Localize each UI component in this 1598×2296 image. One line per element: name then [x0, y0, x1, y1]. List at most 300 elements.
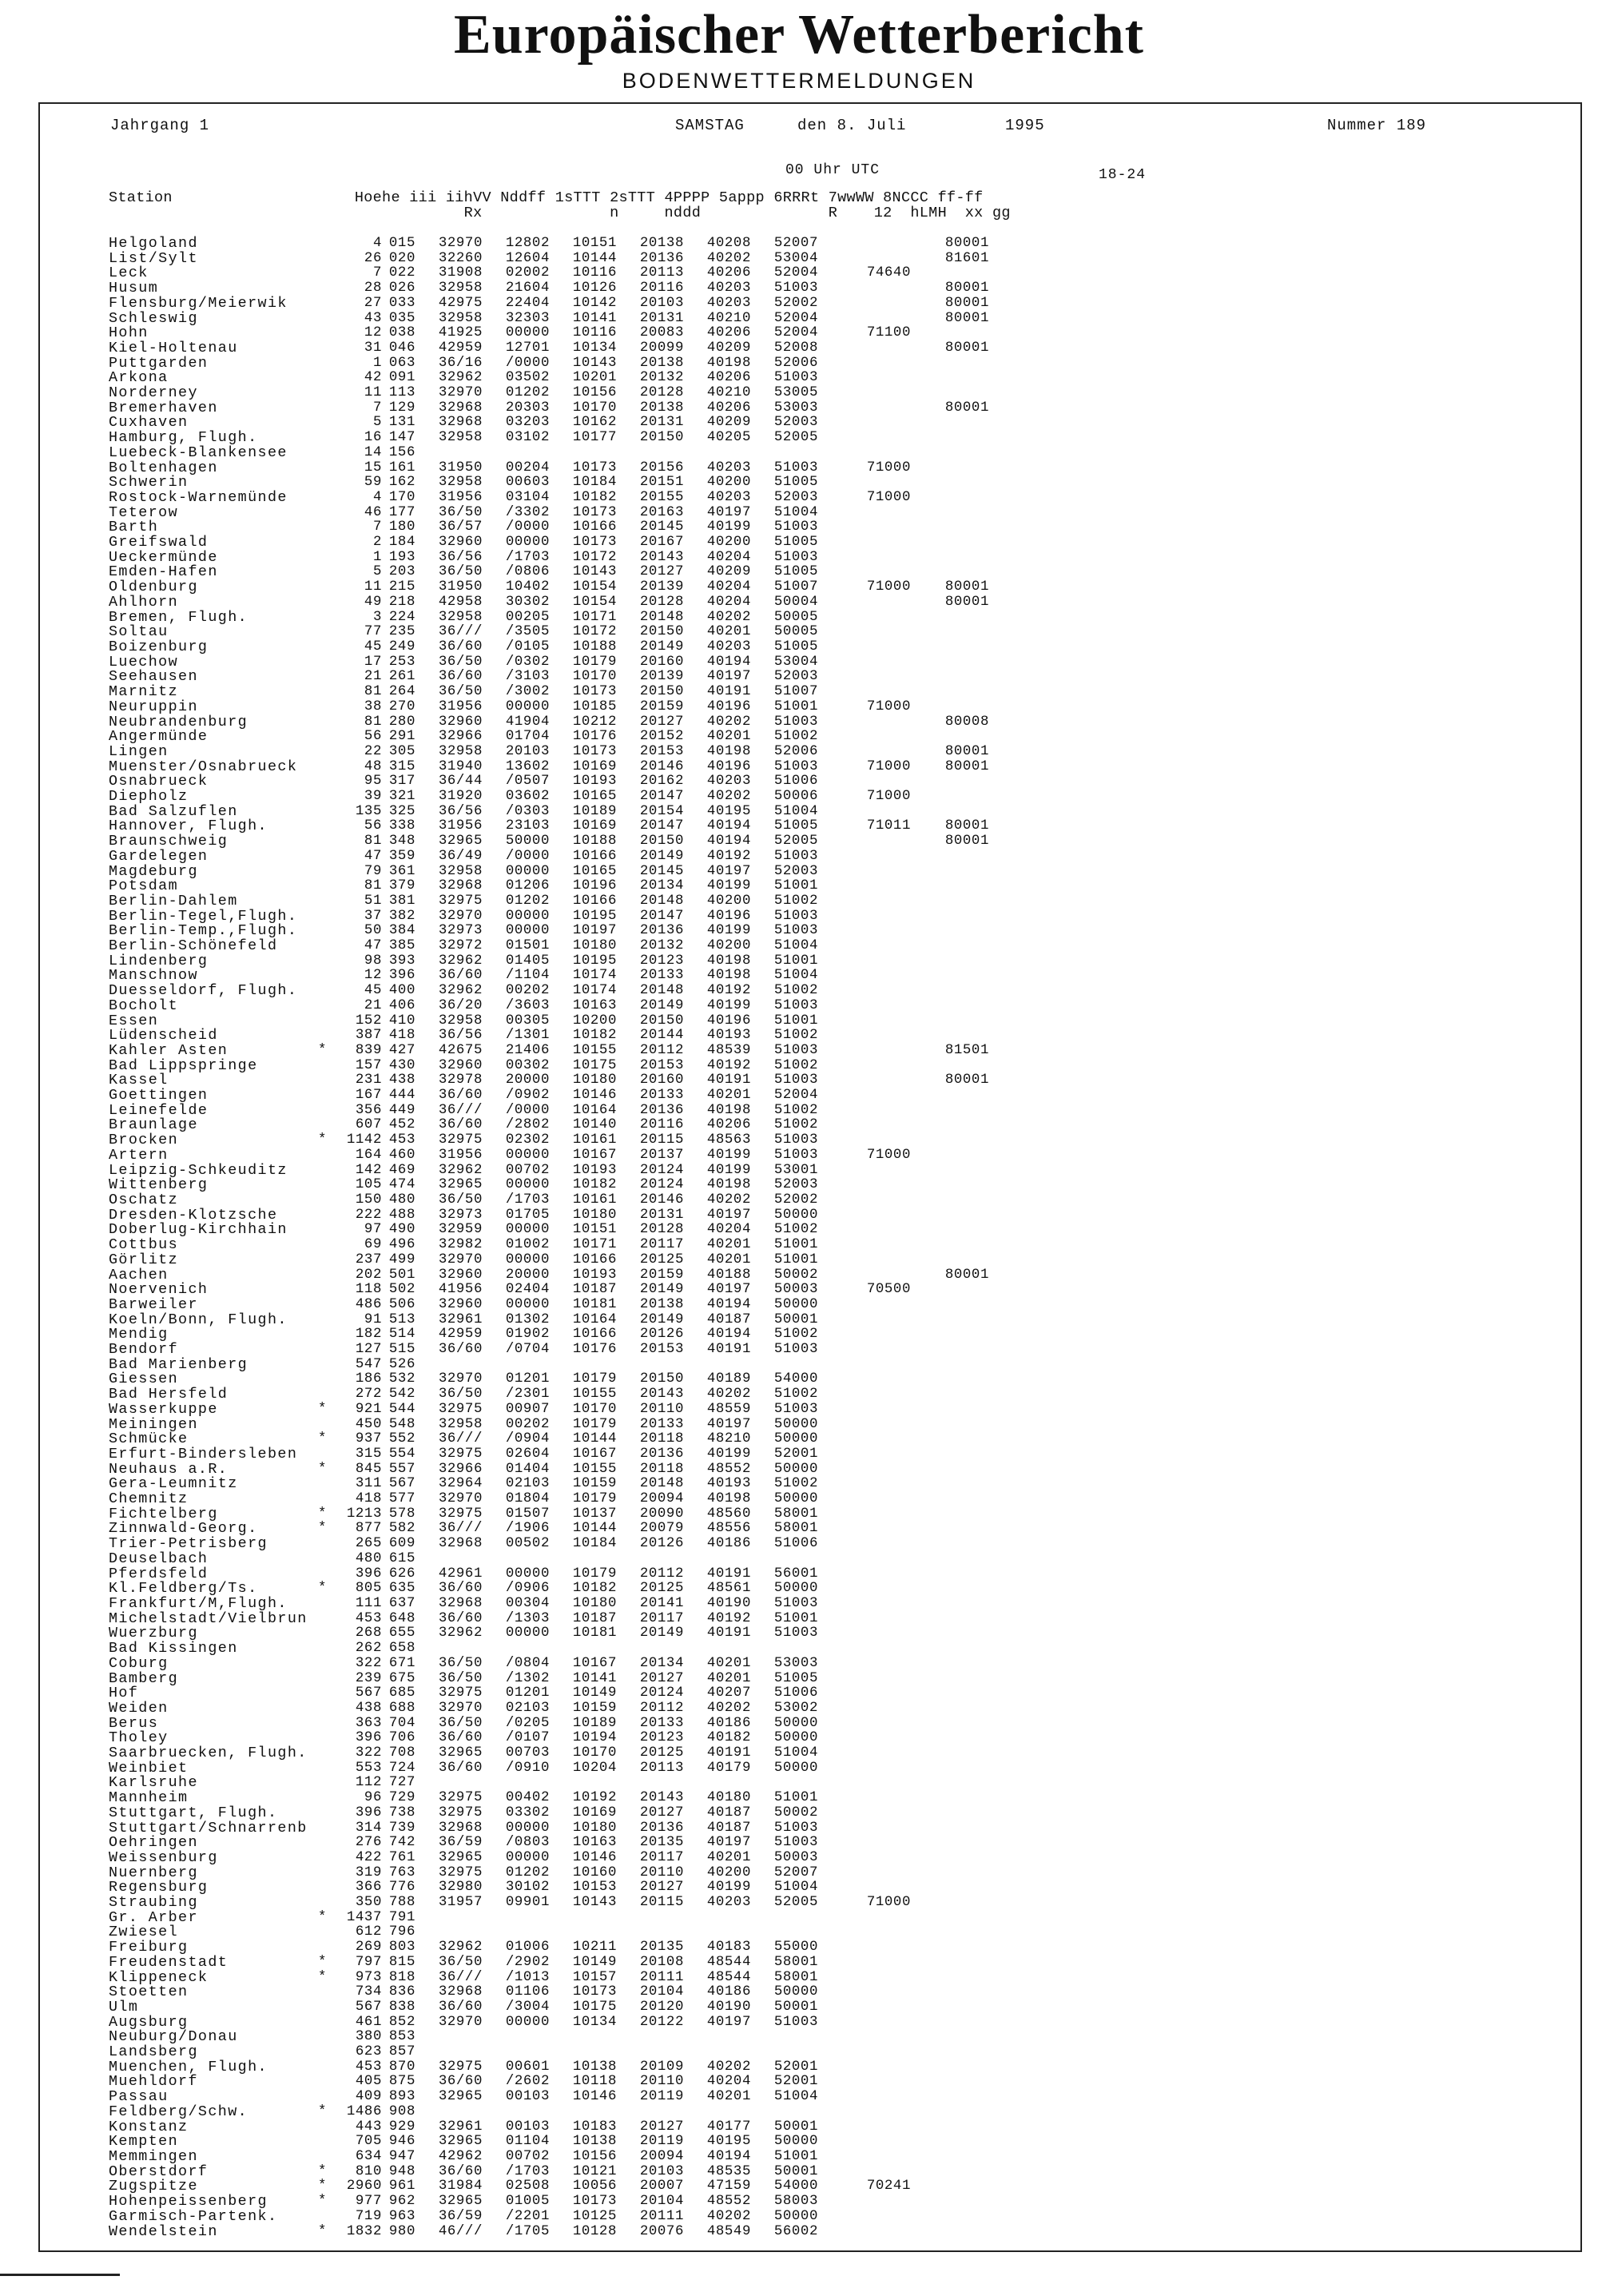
group-8nccc	[911, 2150, 989, 2165]
group-7wwww	[818, 2060, 911, 2075]
group-2sttt: 20125	[639, 1251, 684, 1267]
group-ihvv: 31957	[438, 1895, 483, 1911]
group-2sttt: 20115	[639, 1132, 684, 1148]
group-7wwww	[818, 476, 911, 491]
elevation: 567	[355, 1999, 382, 2015]
group-7wwww	[818, 1059, 911, 1074]
station-name: Goettingen	[109, 1087, 209, 1104]
station-id: 490	[388, 1222, 415, 1238]
group-4pppp: 40202	[706, 789, 751, 805]
group-nddff	[483, 2030, 550, 2045]
elevation: 547	[355, 1356, 382, 1372]
station-id: 129	[388, 400, 415, 416]
station-name: Luebeck-Blankensee	[109, 444, 288, 461]
group-1sttt: 10175	[572, 1999, 617, 2015]
group-1sttt: 10189	[572, 803, 617, 819]
group-4pppp: 48563	[706, 1132, 751, 1148]
elevation: 387	[355, 1028, 382, 1044]
group-1sttt: 10180	[572, 1820, 617, 1836]
station-id: 788	[388, 1895, 415, 1911]
group-5appp: 51002	[773, 1387, 818, 1403]
group-4pppp: 48561	[706, 1581, 751, 1597]
group-5appp: 51001	[773, 1013, 818, 1029]
mountain-mark	[318, 1641, 340, 1657]
table-row	[109, 1686, 989, 1701]
group-8nccc	[911, 1896, 989, 1911]
weekday-label: SAMSTAG	[675, 117, 745, 134]
station-name: Wendelstein	[109, 2222, 218, 2240]
group-7wwww	[818, 341, 911, 356]
station-id: 325	[388, 803, 415, 819]
mountain-mark	[318, 1477, 340, 1492]
group-7wwww	[818, 431, 911, 446]
group-2sttt: 20136	[639, 1102, 684, 1118]
elevation: 356	[355, 1102, 382, 1118]
group-ihvv: 36/60	[438, 1581, 483, 1597]
mountain-mark	[318, 1657, 340, 1672]
group-1sttt: 10163	[572, 1835, 617, 1851]
group-2sttt: 20136	[639, 1820, 684, 1836]
station-name: Leipzig-Schkeuditz	[109, 1161, 288, 1179]
mountain-mark	[318, 1104, 340, 1119]
group-1sttt: 10194	[572, 1730, 617, 1746]
mountain-mark	[318, 1148, 340, 1164]
group-5appp	[751, 1776, 818, 1791]
group-5appp: 58003	[773, 2194, 818, 2210]
elevation: 48	[364, 758, 382, 774]
group-nddff: /3302	[505, 504, 550, 520]
group-5appp: 50000	[773, 1491, 818, 1507]
group-8nccc: 80001	[944, 340, 989, 356]
group-7wwww	[818, 1522, 911, 1537]
group-ihvv: 36/49	[438, 848, 483, 864]
group-2sttt: 20104	[639, 2194, 684, 2210]
group-5appp: 51002	[773, 1102, 818, 1118]
station-name: Cuxhaven	[109, 414, 189, 432]
group-7wwww	[818, 1462, 911, 1478]
group-5appp: 51003	[773, 1072, 818, 1088]
group-1sttt: 10116	[572, 265, 617, 281]
group-4pppp: 40203	[706, 489, 751, 505]
station-id: 177	[388, 504, 415, 520]
group-5appp: 53004	[773, 654, 818, 670]
table-row	[109, 1418, 989, 1433]
group-ihvv: 36/50	[438, 1954, 483, 1970]
group-8nccc	[911, 1731, 989, 1746]
group-8nccc	[911, 625, 989, 640]
mountain-mark	[318, 625, 340, 640]
group-ihvv: 31984	[438, 2179, 483, 2195]
group-8nccc	[911, 1522, 989, 1537]
group-5appp: 58001	[773, 1969, 818, 1985]
elevation: 363	[355, 1715, 382, 1731]
table-row	[109, 2015, 989, 2031]
station-name: Garmisch-Partenk.	[109, 2207, 278, 2225]
station-id: 218	[388, 594, 415, 610]
group-8nccc	[911, 1851, 989, 1866]
table-row	[109, 1104, 989, 1119]
group-8nccc	[911, 1612, 989, 1627]
elevation: 705	[355, 2134, 382, 2150]
group-4pppp: 48549	[706, 2223, 751, 2239]
mountain-mark	[318, 984, 340, 999]
station-id: 156	[388, 444, 415, 460]
station-name: Tholey	[109, 1729, 169, 1747]
group-1sttt: 10157	[572, 1969, 617, 1985]
group-2sttt: 20133	[639, 1715, 684, 1731]
group-2sttt	[617, 1776, 684, 1791]
group-8nccc	[911, 1925, 989, 1940]
table-row	[109, 1477, 989, 1492]
group-5appp	[751, 1911, 818, 1926]
elevation: 322	[355, 1745, 382, 1761]
group-1sttt: 10193	[572, 1162, 617, 1178]
group-1sttt	[550, 2030, 617, 2045]
mountain-mark	[318, 565, 340, 580]
group-2sttt: 20136	[639, 250, 684, 266]
group-2sttt: 20127	[639, 714, 684, 730]
station-id: 729	[388, 1790, 415, 1806]
group-ihvv: 32959	[438, 1222, 483, 1238]
group-ihvv: 32975	[438, 1506, 483, 1522]
group-8nccc	[911, 506, 989, 521]
group-4pppp: 40201	[706, 729, 751, 745]
group-8nccc	[911, 1956, 989, 1971]
group-5appp	[751, 2105, 818, 2120]
elevation: 269	[355, 1940, 382, 1956]
group-2sttt: 20143	[639, 1387, 684, 1403]
group-nddff: 00702	[505, 2149, 550, 2164]
group-2sttt: 20133	[639, 1416, 684, 1432]
table-row	[109, 670, 989, 685]
group-2sttt: 20149	[639, 1282, 684, 1298]
station-id: 948	[388, 2163, 415, 2179]
group-1sttt: 10151	[572, 1222, 617, 1238]
mountain-mark	[318, 819, 340, 834]
group-4pppp: 40198	[706, 1102, 751, 1118]
mountain-mark	[318, 969, 340, 984]
group-5appp: 51003	[773, 2014, 818, 2030]
mountain-mark	[318, 1731, 340, 1746]
group-7wwww	[818, 1746, 911, 1761]
elevation: 877	[355, 1521, 382, 1537]
table-row	[109, 1133, 989, 1148]
group-nddff: /2201	[505, 2208, 550, 2224]
elevation: 81	[364, 878, 382, 894]
group-4pppp: 40186	[706, 1536, 751, 1552]
station-name: Aachen	[109, 1266, 169, 1283]
elevation: 4	[372, 236, 382, 251]
group-8nccc	[911, 954, 989, 969]
station-name: Landsberg	[109, 2043, 198, 2061]
group-5appp	[751, 1358, 818, 1373]
group-2sttt: 20118	[639, 1431, 684, 1447]
elevation: 3	[372, 609, 382, 625]
group-8nccc	[911, 700, 989, 715]
group-4pppp: 40198	[706, 968, 751, 984]
table-row	[109, 580, 989, 595]
station-id: 427	[388, 1042, 415, 1058]
mountain-mark	[318, 2135, 340, 2150]
table-row	[109, 1880, 989, 1896]
table-row	[109, 237, 989, 252]
group-7wwww	[818, 2015, 911, 2031]
station-id: 180	[388, 519, 415, 535]
group-2sttt: 20147	[639, 908, 684, 924]
elevation: 450	[355, 1416, 382, 1432]
group-8nccc	[911, 520, 989, 535]
mountain-mark: *	[318, 1401, 328, 1417]
group-8nccc	[911, 551, 989, 566]
group-nddff: /0000	[505, 1102, 550, 1118]
elevation: 42	[364, 370, 382, 386]
group-4pppp: 40204	[706, 1222, 751, 1238]
station-name: Manschnow	[109, 967, 198, 985]
station-id: 452	[388, 1117, 415, 1133]
group-1sttt: 10179	[572, 1371, 617, 1387]
group-1sttt: 10184	[572, 1536, 617, 1552]
station-id: 946	[388, 2134, 415, 2150]
group-nddff: 12802	[505, 236, 550, 251]
group-2sttt: 20118	[639, 1461, 684, 1477]
mountain-mark	[318, 774, 340, 790]
station-name: Neuhaus a.R.	[109, 1460, 229, 1478]
station-name: Teterow	[109, 503, 179, 521]
group-1sttt: 10169	[572, 1805, 617, 1820]
group-8nccc	[911, 1238, 989, 1253]
group-nddff: /0107	[505, 1730, 550, 1746]
group-2sttt: 20150	[639, 624, 684, 640]
elevation: 4	[372, 489, 382, 505]
mountain-mark	[318, 1537, 340, 1552]
table-row	[109, 1821, 989, 1836]
group-nddff: 00000	[505, 535, 550, 551]
group-2sttt: 20103	[639, 295, 684, 311]
group-1sttt: 10128	[572, 2223, 617, 2239]
table-row	[109, 1178, 989, 1193]
group-7wwww	[818, 2000, 911, 2015]
group-ihvv: 31956	[438, 698, 483, 714]
station-name: Neubrandenburg	[109, 713, 248, 730]
group-1sttt: 10179	[572, 1491, 617, 1507]
station-name: Koeln/Bonn, Flugh.	[109, 1311, 288, 1328]
group-2sttt: 20126	[639, 1536, 684, 1552]
group-4pppp: 40199	[706, 1162, 751, 1178]
station-name: Angermünde	[109, 728, 209, 746]
elevation: 839	[355, 1042, 382, 1058]
group-7wwww	[818, 879, 911, 894]
group-4pppp: 40203	[706, 774, 751, 790]
group-nddff: 00502	[505, 1536, 550, 1552]
group-5appp: 51003	[773, 1042, 818, 1058]
group-5appp: 58001	[773, 1506, 818, 1522]
elevation: 272	[355, 1387, 382, 1403]
group-2sttt: 20103	[639, 2163, 684, 2179]
station-id: 147	[388, 430, 415, 446]
group-nddff: 00000	[505, 325, 550, 341]
group-5appp: 51001	[773, 2149, 818, 2164]
elevation: 27	[364, 295, 382, 311]
group-8nccc	[911, 1164, 989, 1179]
group-1sttt: 10167	[572, 1147, 617, 1163]
station-name: Bremen, Flugh.	[109, 608, 248, 626]
group-8nccc	[911, 1537, 989, 1552]
station-name: Ueckermünde	[109, 548, 218, 566]
group-4pppp: 40187	[706, 1311, 751, 1327]
mountain-mark	[318, 237, 340, 252]
station-name: Arkona	[109, 369, 169, 387]
group-4pppp: 40198	[706, 355, 751, 371]
station-name: Duesseldorf, Flugh.	[109, 982, 298, 1000]
group-4pppp	[684, 1776, 751, 1791]
elevation: 719	[355, 2208, 382, 2224]
group-4pppp: 40191	[706, 1626, 751, 1641]
group-nddff: 01501	[505, 938, 550, 954]
table-row	[109, 1118, 989, 1133]
table-row	[109, 1148, 989, 1164]
station-id: 742	[388, 1835, 415, 1851]
group-nddff: /2802	[505, 1117, 550, 1133]
group-1sttt	[550, 1925, 617, 1940]
group-2sttt: 20149	[639, 997, 684, 1013]
group-ihvv: 32965	[438, 2194, 483, 2210]
mountain-mark	[318, 520, 340, 535]
group-4pppp: 40195	[706, 2134, 751, 2150]
group-7wwww	[818, 506, 911, 521]
station-name: Freiburg	[109, 1939, 189, 1956]
group-nddff: /1703	[505, 2163, 550, 2179]
group-2sttt: 20124	[639, 1685, 684, 1701]
station-name: Giessen	[109, 1371, 179, 1388]
group-ihvv: 31940	[438, 758, 483, 774]
group-1sttt: 10160	[572, 1864, 617, 1880]
group-nddff: 01804	[505, 1491, 550, 1507]
group-nddff: /2602	[505, 2074, 550, 2090]
group-5appp: 52004	[773, 310, 818, 326]
group-nddff: 23103	[505, 818, 550, 834]
group-7wwww	[818, 1238, 911, 1253]
mountain-mark	[318, 506, 340, 521]
group-4pppp: 40209	[706, 564, 751, 580]
mountain-mark	[318, 1626, 340, 1641]
group-8nccc	[911, 1193, 989, 1208]
group-1sttt: 10173	[572, 504, 617, 520]
mountain-mark	[318, 685, 340, 700]
group-ihvv: 32965	[438, 2089, 483, 2105]
table-row	[109, 2135, 989, 2150]
elevation: 167	[355, 1088, 382, 1104]
station-id: 552	[388, 1431, 415, 1447]
station-name: Stuttgart, Flugh.	[109, 1804, 278, 1821]
mountain-mark	[318, 2045, 340, 2060]
group-ihvv: 32970	[438, 1251, 483, 1267]
group-nddff: 01405	[505, 953, 550, 969]
station-name: Helgoland	[109, 235, 198, 252]
group-8nccc	[911, 2000, 989, 2015]
elevation: 977	[355, 2194, 382, 2210]
group-8nccc	[911, 1836, 989, 1851]
mountain-mark	[318, 2120, 340, 2135]
table-row	[109, 401, 989, 416]
group-4pppp: 40180	[706, 1790, 751, 1806]
group-nddff	[483, 1641, 550, 1657]
group-nddff: 00703	[505, 1745, 550, 1761]
mountain-mark	[318, 850, 340, 865]
station-id: 385	[388, 938, 415, 954]
group-2sttt: 20090	[639, 1506, 684, 1522]
group-8nccc	[911, 1298, 989, 1313]
report-subtitle: BODENWETTERMELDUNGEN	[622, 69, 976, 93]
group-1sttt: 10169	[572, 758, 617, 774]
table-row	[109, 1537, 989, 1552]
mountain-mark	[318, 1268, 340, 1283]
elevation: 118	[355, 1282, 382, 1298]
group-5appp: 50000	[773, 1296, 818, 1312]
group-8nccc	[911, 1791, 989, 1806]
station-id: 291	[388, 729, 415, 745]
mountain-mark	[318, 700, 340, 715]
group-4pppp: 40194	[706, 834, 751, 850]
station-name: Hamburg, Flugh.	[109, 429, 258, 447]
station-name: Braunlage	[109, 1116, 198, 1134]
elevation: 268	[355, 1626, 382, 1641]
group-4pppp: 40202	[706, 2059, 751, 2075]
mountain-mark	[318, 386, 340, 401]
elevation: 45	[364, 983, 382, 999]
group-8nccc: 80001	[944, 1072, 989, 1088]
group-5appp: 53001	[773, 1162, 818, 1178]
table-row	[109, 1971, 989, 1986]
group-nddff: 03102	[505, 430, 550, 446]
group-1sttt: 10197	[572, 923, 617, 939]
mountain-mark	[318, 491, 340, 506]
table-row	[109, 790, 989, 805]
mountain-mark	[318, 1298, 340, 1313]
station-name: List/Sylt	[109, 249, 198, 267]
station-name: Chemnitz	[109, 1490, 189, 1508]
elevation: 453	[355, 1610, 382, 1626]
group-8nccc	[911, 924, 989, 939]
group-8nccc	[911, 1223, 989, 1238]
group-7wwww	[818, 1073, 911, 1088]
group-8nccc	[911, 1313, 989, 1328]
group-2sttt: 20112	[639, 1566, 684, 1582]
group-4pppp: 40210	[706, 385, 751, 401]
group-7wwww	[818, 1597, 911, 1612]
group-1sttt: 10146	[572, 1849, 617, 1865]
group-2sttt: 20148	[639, 893, 684, 909]
station-name: Artern	[109, 1146, 169, 1164]
mountain-mark	[318, 834, 340, 850]
group-7wwww	[818, 1776, 911, 1791]
group-7wwww	[818, 1731, 911, 1746]
group-ihvv: 36/60	[438, 968, 483, 984]
group-4pppp: 40189	[706, 1371, 751, 1387]
group-4pppp: 40202	[706, 1700, 751, 1716]
group-8nccc	[911, 805, 989, 820]
group-ihvv	[415, 1911, 483, 1926]
group-8nccc	[911, 2075, 989, 2090]
station-id: 022	[388, 265, 415, 281]
group-5appp: 52006	[773, 355, 818, 371]
group-4pppp: 40195	[706, 803, 751, 819]
group-4pppp: 40192	[706, 983, 751, 999]
station-name: Berlin-Tegel,Flugh.	[109, 907, 298, 925]
group-ihvv: 36///	[438, 1431, 483, 1447]
group-4pppp: 48544	[706, 1969, 751, 1985]
group-2sttt: 20162	[639, 774, 684, 790]
group-4pppp: 40200	[706, 475, 751, 491]
